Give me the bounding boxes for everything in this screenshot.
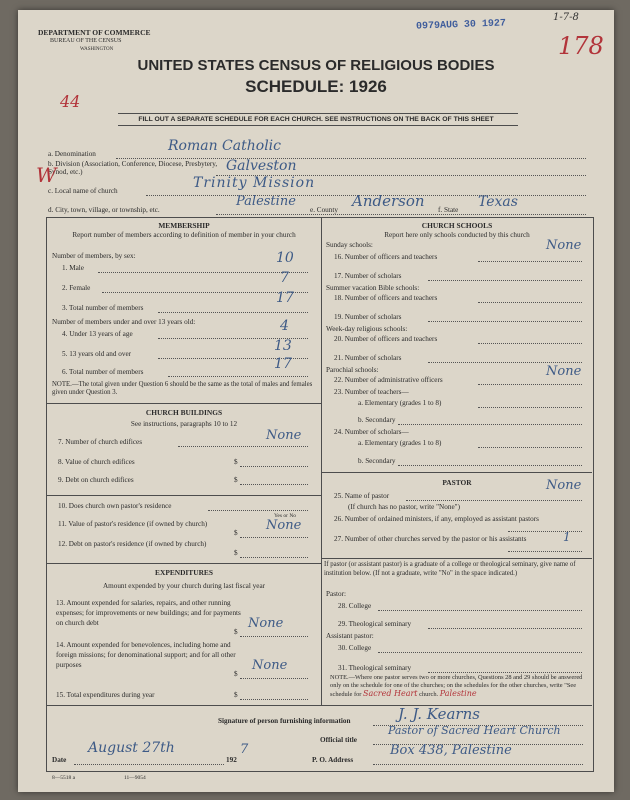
q11-value: None <box>266 518 302 533</box>
q16-label: 16. Number of officers and teachers <box>334 253 438 261</box>
division-label: b. Division (Association, Conference, Diocese, Presbytery, Synod, etc.) <box>48 160 218 176</box>
q20-label: 20. Number of officers and teachers <box>334 335 438 343</box>
q4-value: 4 <box>280 318 289 334</box>
q18-label: 18. Number of officers and teachers <box>334 294 438 302</box>
q23b-label: b. Secondary <box>358 416 396 424</box>
q28-label: 28. College <box>338 602 372 610</box>
q13-value: None <box>248 616 284 631</box>
q16-value: None <box>546 238 582 253</box>
q21-label: 21. Number of scholars <box>334 354 402 362</box>
q24-label: 24. Number of scholars— <box>334 428 409 436</box>
q30-label: 30. College <box>338 644 372 652</box>
q9-dollar: $ <box>234 476 238 484</box>
q29-label: 29. Theological seminary <box>338 620 412 628</box>
po-address-value: Box 438, Palestine <box>390 743 512 758</box>
county-label: e. County <box>310 206 338 214</box>
corner-note: 1-7-8 <box>553 12 579 23</box>
q17-label: 17. Number of scholars <box>334 272 402 280</box>
q27-value: 1 <box>563 530 571 544</box>
q10-label: 10. Does church own pastor's residence <box>58 502 172 510</box>
q11-dollar: $ <box>234 529 238 537</box>
q26-label: 26. Number of ordained ministers, if any, employed as assistant pastors <box>334 515 539 523</box>
by-sex-label: Number of members, by sex: <box>52 252 136 260</box>
q14-value: None <box>252 658 288 673</box>
local-name-value: Trinity Mission <box>193 175 316 191</box>
q11-label: 11. Value of pastor's residence (if owned by church) <box>58 520 208 528</box>
year-value: 7 <box>240 742 249 757</box>
schedule-title: SCHEDULE: 1926 <box>245 77 387 96</box>
pastor-title: PASTOR <box>442 478 472 487</box>
q2-label: 2. Female <box>62 284 91 292</box>
membership-title: MEMBERSHIP <box>158 221 210 230</box>
schools-intro: Report here only schools conducted by this church <box>384 231 530 239</box>
q24b-label: b. Secondary <box>358 457 396 465</box>
dept-label: DEPARTMENT OF COMMERCE <box>38 28 151 37</box>
q1-label: 1. Male <box>62 264 84 272</box>
q13-label: 13. Amount expended for salaries, repairs, and other running expenses; for improvements or new buildings; and for payments on church debt <box>56 599 241 627</box>
q9-label: 9. Debt on church edifices <box>58 476 134 484</box>
pastor-note-hw2: Palestine <box>439 689 477 698</box>
q25-note: (If church has no pastor, write "None") <box>348 503 460 511</box>
q5-label: 5. 13 years old and over <box>62 350 132 358</box>
received-stamp: 0979AUG 30 1927 <box>415 18 507 33</box>
schools-title: CHURCH SCHOOLS <box>421 221 493 230</box>
q2-value: 7 <box>280 270 289 286</box>
expenditures-title: EXPENDITURES <box>155 568 213 577</box>
city-field-label: d. City, town, village, or township, etc. <box>48 206 160 214</box>
expenditures-sub: Amount expended by your church during last fiscal year <box>102 582 266 590</box>
q12-dollar: $ <box>234 549 238 557</box>
q7-value: None <box>266 428 302 443</box>
signature-label: Signature of person furnishing information <box>218 717 351 725</box>
buildings-title: CHURCH BUILDINGS <box>145 408 223 417</box>
form-number: 8—5518 a <box>52 775 76 781</box>
q25-value: None <box>546 478 582 493</box>
signature-value: J. J. Kearns <box>398 705 480 723</box>
q8-label: 8. Value of church edifices <box>58 458 135 466</box>
form-number-2: 11—9054 <box>124 775 146 781</box>
q13-dollar: $ <box>234 628 238 636</box>
red-check-mark: W <box>36 163 57 187</box>
year-label: 192 <box>226 756 237 764</box>
membership-note: NOTE.—The total given under Question 6 should be the same as the total of males and females given under Question 3. <box>52 381 313 396</box>
membership-intro: Report number of members according to definition of member in your church <box>72 231 296 239</box>
parochial-label: Parochial schools: <box>326 366 379 374</box>
city-label: WASHINGTON <box>80 47 114 52</box>
division-value: Galveston <box>226 158 297 174</box>
pastor-note-end: church. <box>419 691 439 698</box>
buildings-sub: See instructions, paragraphs 10 to 12 <box>130 420 238 428</box>
red-number-right: 178 <box>558 32 604 60</box>
q6-value: 17 <box>274 356 292 372</box>
census-form <box>18 10 614 792</box>
official-title-label: Official title <box>320 736 357 744</box>
instruction-line: FILL OUT A SEPARATE SCHEDULE FOR EACH CHURCH. SEE INSTRUCTIONS ON THE BACK OF THIS SHEET <box>138 116 494 123</box>
q31-label: 31. Theological seminary <box>338 664 412 672</box>
weekday-label: Week-day religious schools: <box>326 325 408 333</box>
denomination-value: Roman Catholic <box>168 138 281 154</box>
q24a-label: a. Elementary (grades 1 to 8) <box>358 439 442 447</box>
q1-value: 10 <box>276 250 294 266</box>
q5-value: 13 <box>274 338 292 354</box>
by-age-label: Number of members under and over 13 years old: <box>52 318 196 326</box>
q15-label: 15. Total expenditures during year <box>56 691 155 699</box>
state-label: f. State <box>438 206 459 214</box>
pastor-note <box>330 674 588 699</box>
q14-label: 14. Amount expended for benevolences, including home and foreign missions; for denominational support; and for all other purposes <box>56 641 236 669</box>
county-value: Anderson <box>352 192 425 210</box>
q19-label: 19. Number of scholars <box>334 313 402 321</box>
official-title-value: Pastor of Sacred Heart Church <box>388 724 561 737</box>
po-address-label: P. O. Address <box>312 756 354 764</box>
q27-label: 27. Number of other churches served by the pastor or his assistants <box>334 535 527 543</box>
asst-pastor-label: Assistant pastor: <box>326 632 374 640</box>
date-value: August 27th <box>88 740 175 756</box>
red-number-left: 44 <box>60 92 81 111</box>
pastor-note-hw: Sacred Heart <box>363 689 418 698</box>
q25-label: 25. Name of pastor <box>334 492 390 500</box>
state-value: Texas <box>478 194 518 210</box>
date-label: Date <box>52 756 67 764</box>
q7-label: 7. Number of church edifices <box>58 438 143 446</box>
form-title: UNITED STATES CENSUS OF RELIGIOUS BODIES <box>137 57 495 74</box>
q22-value: None <box>546 364 582 379</box>
yes-no-label: Yes or No <box>274 513 297 519</box>
city-value: Palestine <box>236 194 296 209</box>
q3-value: 17 <box>276 290 294 306</box>
q3-label: 3. Total number of members <box>62 304 144 312</box>
q22-label: 22. Number of administrative officers <box>334 376 443 384</box>
sunday-label: Sunday schools: <box>326 241 373 249</box>
q23a-label: a. Elementary (grades 1 to 8) <box>358 399 442 407</box>
q23-label: 23. Number of teachers— <box>334 388 409 396</box>
local-name-label: c. Local name of church <box>48 187 118 195</box>
denomination-label: a. Denomination <box>48 150 96 158</box>
q8-dollar: $ <box>234 458 238 466</box>
graduate-note: If pastor (or assistant pastor) is a graduate of a college or theological seminary, give name of institution below. (If not a graduate, write "No" in the space indicated.) <box>324 561 576 577</box>
q14-dollar: $ <box>234 670 238 678</box>
q4-label: 4. Under 13 years of age <box>62 330 133 338</box>
q15-dollar: $ <box>234 691 238 699</box>
q6-label: 6. Total number of members <box>62 368 144 376</box>
pastor-note-text: NOTE.—Where one pastor serves two or more churches, Questions 28 and 29 should be answered only on the schedule for one of the churches; on the schedules for the other churches, write "See schedule for <box>330 674 583 698</box>
q12-label: 12. Debt on pastor's residence (if owned by church) <box>58 540 207 548</box>
pastor-sub-label: Pastor: <box>326 590 346 598</box>
bureau-label: BUREAU OF THE CENSUS <box>50 38 122 44</box>
summer-label: Summer vacation Bible schools: <box>326 284 420 292</box>
